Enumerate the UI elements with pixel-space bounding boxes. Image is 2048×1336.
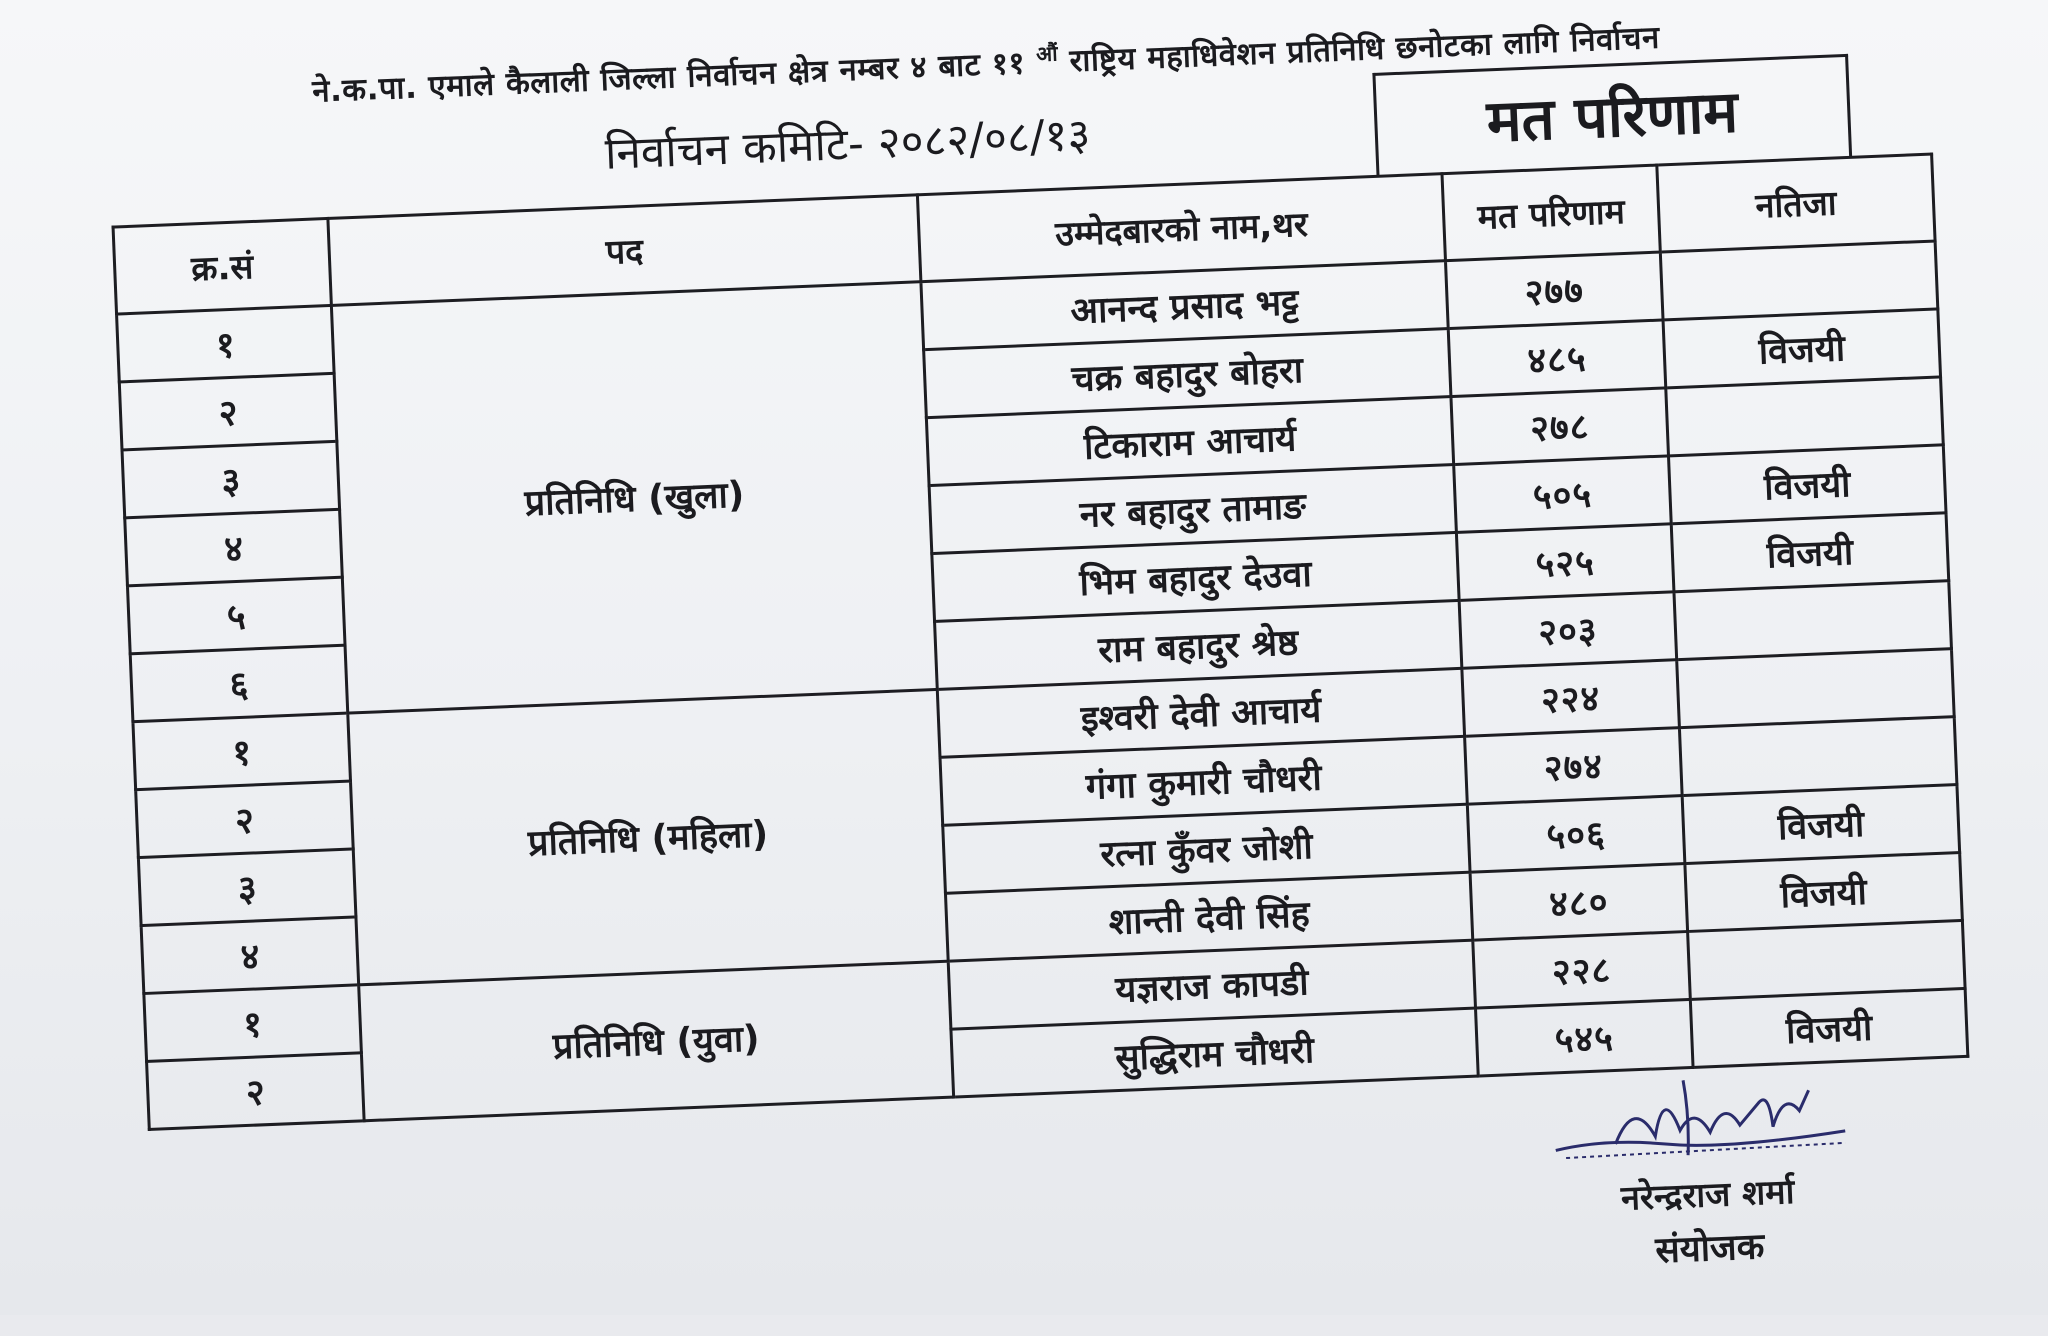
result-cell <box>1688 920 1966 999</box>
committee-date: निर्वाचन कमिटि- २०८२/०८/१३ <box>604 109 1092 180</box>
result-cell: विजयी <box>1690 988 1968 1067</box>
results-table <box>112 153 1970 1131</box>
vote-count: २७४ <box>1465 728 1683 805</box>
heading-part-2: राष्ट्रिय महाधिवेशन प्रतिनिधि छनोटका लागि निर्वाचन <box>1057 19 1661 80</box>
candidate-name: रत्ना कुँवर जोशी <box>943 804 1470 893</box>
serial-number: ६ <box>130 645 348 722</box>
candidate-name: इश्वरी देवी आचार्य <box>937 668 1464 757</box>
serial-number: २ <box>119 373 337 450</box>
signature-scribble <box>1543 1068 1866 1171</box>
result-cell: विजयी <box>1685 853 1963 932</box>
vote-count: ४८५ <box>1448 320 1666 397</box>
result-cell <box>1674 581 1952 660</box>
post-cell: प्रतिनिधि (युवा) <box>359 961 954 1121</box>
vote-count: ४८० <box>1470 864 1688 941</box>
vote-count: ५०६ <box>1467 796 1685 873</box>
serial-number: १ <box>133 713 351 790</box>
candidate-name: टिकाराम आचार्य <box>926 397 1453 486</box>
serial-number: ३ <box>138 849 356 926</box>
serial-number: २ <box>136 781 354 858</box>
candidate-name: शान्ती देवी सिंह <box>945 872 1472 961</box>
result-title: मत परिणाम <box>1485 77 1740 156</box>
serial-number: ४ <box>125 509 343 586</box>
result-cell <box>1679 717 1957 796</box>
post-cell: प्रतिनिधि (महिला) <box>348 689 948 984</box>
vote-count: २७७ <box>1445 252 1663 329</box>
serial-number: ३ <box>122 441 340 518</box>
result-cell <box>1666 377 1944 456</box>
serial-number: १ <box>144 985 362 1062</box>
result-cell <box>1677 649 1955 728</box>
header-candidate: उम्मेदबारको नाम,थर <box>917 174 1445 282</box>
result-cell: विजयी <box>1663 309 1941 388</box>
candidate-name: राम बहादुर श्रेष्ठ <box>935 600 1462 689</box>
header-sn: क्र.सं <box>113 218 331 314</box>
vote-count: ५४५ <box>1475 999 1693 1076</box>
serial-number: ४ <box>141 917 359 994</box>
header-votes: मत परिणाम <box>1442 165 1660 261</box>
vote-count: २०३ <box>1459 592 1677 669</box>
serial-number: १ <box>117 305 335 382</box>
vote-count: ५०५ <box>1454 456 1672 533</box>
header-result: नतिजा <box>1657 154 1935 252</box>
signatory-role: संयोजक <box>1654 1226 1766 1272</box>
post-cell: प्रतिनिधि (खुला) <box>331 282 937 713</box>
result-cell: विजयी <box>1671 513 1949 592</box>
result-cell: विजयी <box>1682 785 1960 864</box>
candidate-name: नर बहादुर तामाङ <box>929 465 1456 554</box>
result-title-box <box>1372 54 1852 176</box>
vote-count: ५२५ <box>1456 524 1674 601</box>
candidate-name: यज्ञराज कापडी <box>948 940 1475 1029</box>
serial-number: ५ <box>127 577 345 654</box>
signatory-name: नरेन्द्रराज शर्मा <box>1620 1171 1796 1219</box>
vote-count: २२८ <box>1473 931 1691 1008</box>
vote-count: २७८ <box>1451 388 1669 465</box>
candidate-name: आनन्द प्रसाद भट्ट <box>921 261 1448 350</box>
result-sheet <box>50 0 2028 1279</box>
candidate-name: गंगा कुमारी चौधरी <box>940 736 1467 825</box>
candidate-name: चक्र बहादुर बोहरा <box>924 329 1451 418</box>
candidate-name: भिम बहादुर देउवा <box>932 532 1459 621</box>
serial-number: २ <box>147 1053 365 1130</box>
header-post: पद <box>328 195 921 306</box>
vote-count: २२४ <box>1462 660 1680 737</box>
candidate-name: सुद्धिराम चौधरी <box>951 1008 1478 1097</box>
heading-part-1: ने.क.पा. एमाले कैलाली जिल्ला निर्वाचन क्षेत्र नम्बर ४ बाट ११ <box>311 44 1038 110</box>
heading-superscript: औं <box>1035 41 1059 67</box>
signature-block <box>1513 1067 1901 1279</box>
result-cell: विजयी <box>1668 445 1946 524</box>
result-cell <box>1660 241 1938 320</box>
